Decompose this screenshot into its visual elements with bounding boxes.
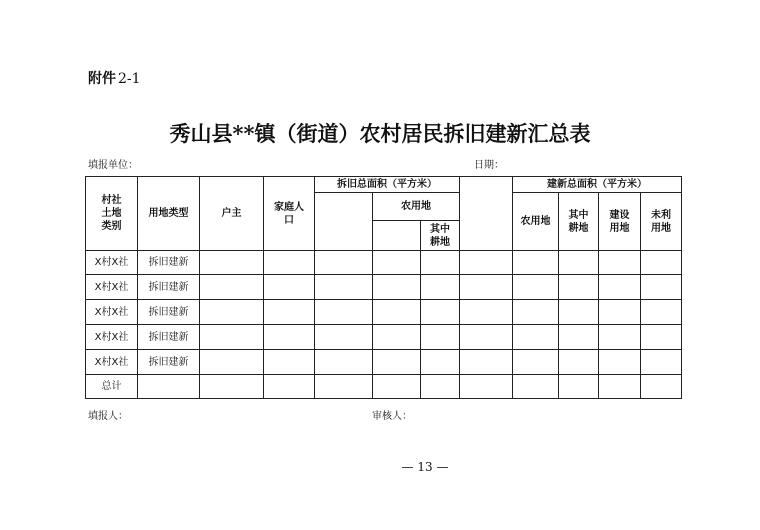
date-label: 日期： xyxy=(474,160,504,171)
cell-land-type: 拆旧建新 xyxy=(138,275,200,300)
attachment-text: 附件 xyxy=(88,71,116,87)
header-of-which-arable: 其中 耕地 xyxy=(421,221,460,251)
summary-table xyxy=(85,176,682,399)
header-demolish-total: 拆旧总面积（平方米） xyxy=(315,177,460,193)
header-blank xyxy=(460,177,513,251)
page-title: 秀山县**镇（街道）农村居民拆旧建新汇总表 xyxy=(169,121,591,146)
cell-total-label: 总计 xyxy=(86,375,138,399)
cell-land-type: 拆旧建新 xyxy=(138,251,200,275)
cell-village: X村X社 xyxy=(86,275,138,300)
cell-land-type: 拆旧建新 xyxy=(138,350,200,375)
header-new-farmland: 农用地 xyxy=(513,193,559,251)
cell-land-type: 拆旧建新 xyxy=(138,300,200,325)
header-family: 家庭人 口 xyxy=(264,177,315,251)
total-row xyxy=(86,375,682,399)
table-row xyxy=(86,350,682,375)
filler-label: 填报人： xyxy=(88,411,128,422)
header-construction: 建设 用地 xyxy=(599,193,641,251)
header-farmland: 农用地 xyxy=(373,193,460,221)
table-row xyxy=(86,251,682,275)
fill-unit-label: 填报单位： xyxy=(88,160,138,171)
header-new-total: 建新总面积（平方米） xyxy=(513,177,682,193)
cell-village: X村X社 xyxy=(86,325,138,350)
attachment-number: 2-1 xyxy=(118,71,141,87)
header-land-type: 用地类型 xyxy=(138,177,200,251)
cell-village: X村X社 xyxy=(86,350,138,375)
reviewer-label: 审核人： xyxy=(372,411,412,422)
cell-village: X村X社 xyxy=(86,251,138,275)
table-row xyxy=(86,300,682,325)
header-demolish-blank xyxy=(315,193,373,251)
header-unused: 未利 用地 xyxy=(641,193,682,251)
cell-village: X村X社 xyxy=(86,300,138,325)
attachment-label xyxy=(88,68,141,88)
table-row xyxy=(86,325,682,350)
table-row xyxy=(86,275,682,300)
page-number: — 13 — xyxy=(401,460,449,474)
header-farmland-blank xyxy=(373,221,421,251)
cell-land-type: 拆旧建新 xyxy=(138,325,200,350)
header-village: 村社 土地 类别 xyxy=(86,177,138,251)
header-householder: 户主 xyxy=(200,177,264,251)
header-new-arable: 其中 耕地 xyxy=(559,193,599,251)
